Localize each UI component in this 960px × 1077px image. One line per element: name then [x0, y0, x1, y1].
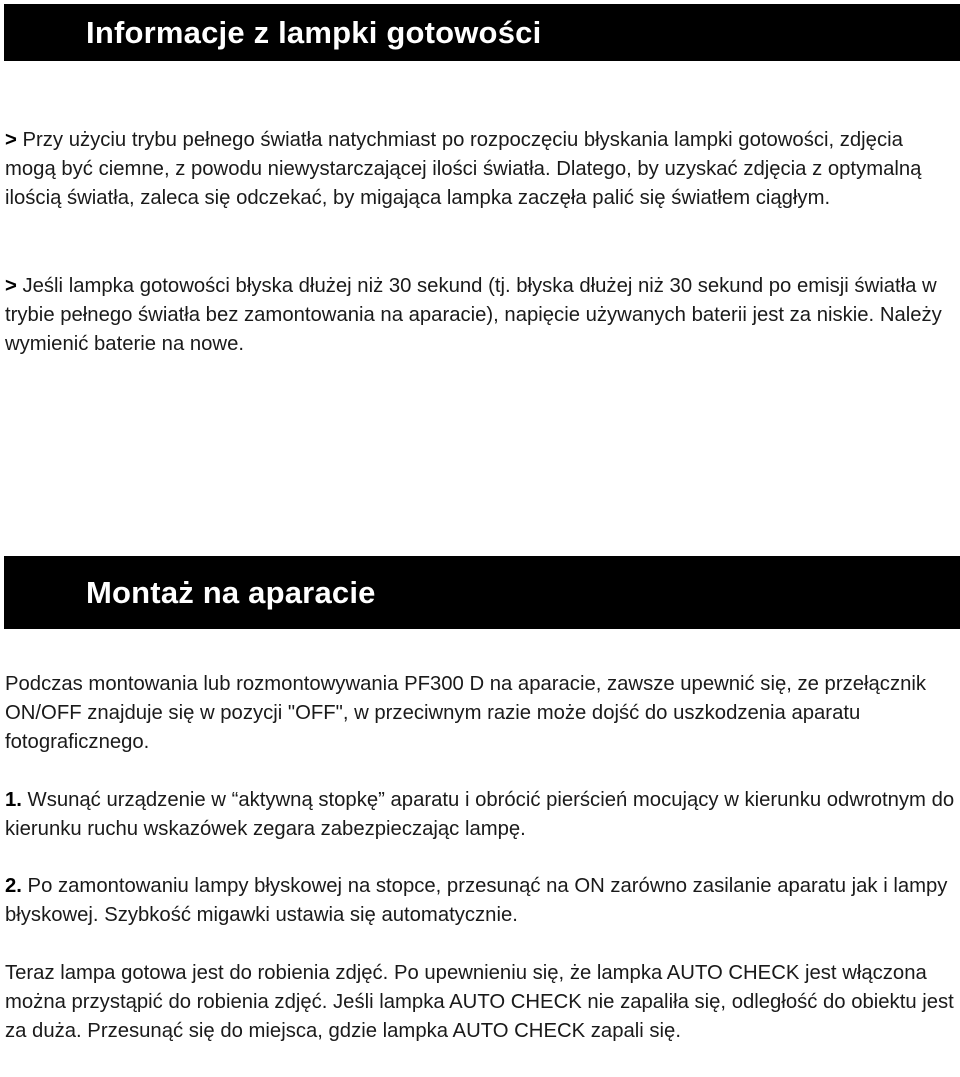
- paragraph-text: Przy użyciu trybu pełnego światła natychmiast po rozpoczęciu błyskania lampki gotowości, zdjęcia mogą być ciemne, z powodu niewystarczającej ilości światła. Dlatego, by uzyskać zdjęcia z optymalną ilością światła, zaleca się odczekać, by migająca lampka zaczęła palić się światłem ciągłym.: [5, 129, 922, 209]
- step-number: 1.: [5, 789, 22, 811]
- section-header-camera-mount: [4, 556, 960, 629]
- step-text: Po zamontowaniu lampy błyskowej na stopce, przesunąć na ON zarówno zasilanie aparatu jak i lampy błyskowej. Szybkość migawki ustawia się automatycznie.: [5, 875, 948, 926]
- step-text: Wsunąć urządzenie w “aktywną stopkę” aparatu i obrócić pierścień mocujący w kierunku odwrotnym do kierunku ruchu wskazówek zegara zabezpieczając lampę.: [5, 789, 955, 840]
- section-title: Montaż na aparacie: [86, 575, 376, 610]
- bullet-marker: >: [5, 275, 17, 297]
- paragraph-text: Podczas montowania lub rozmontowywania PF300 D na aparacie, zawsze upewnić się, ze przełącznik ON/OFF znajduje się w pozycji "OFF", w przeciwnym razie może dojść do uszkodzenia aparatu fotograficznego.: [5, 673, 927, 753]
- section-title: Informacje z lampki gotowości: [86, 15, 542, 50]
- step-number: 2.: [5, 875, 22, 897]
- section-header-ready-lamp: [4, 4, 960, 61]
- paragraph-full-light-mode: [5, 126, 955, 213]
- paragraph-auto-check: [5, 959, 955, 1046]
- paragraph-mount-warning: [5, 670, 955, 757]
- bullet-marker: >: [5, 129, 17, 151]
- paragraph-battery-low: [5, 272, 955, 359]
- step-2: [5, 872, 955, 930]
- paragraph-text: Jeśli lampka gotowości błyska dłużej niż 30 sekund (tj. błyska dłużej niż 30 sekund po emisji światła w trybie pełnego światła bez zamontowania na aparacie), napięcie używanych baterii jest za niskie. Należy wymienić baterie na nowe.: [5, 275, 942, 355]
- paragraph-text: Teraz lampa gotowa jest do robienia zdjęć. Po upewnieniu się, że lampka AUTO CHECK jest włączona można przystąpić do robienia zdjęć. Jeśli lampka AUTO CHECK nie zapaliła się, odległość do obiektu jest za duża. Przesunąć się do miejsca, gdzie lampka AUTO CHECK zapali się.: [5, 962, 954, 1042]
- step-1: [5, 786, 955, 844]
